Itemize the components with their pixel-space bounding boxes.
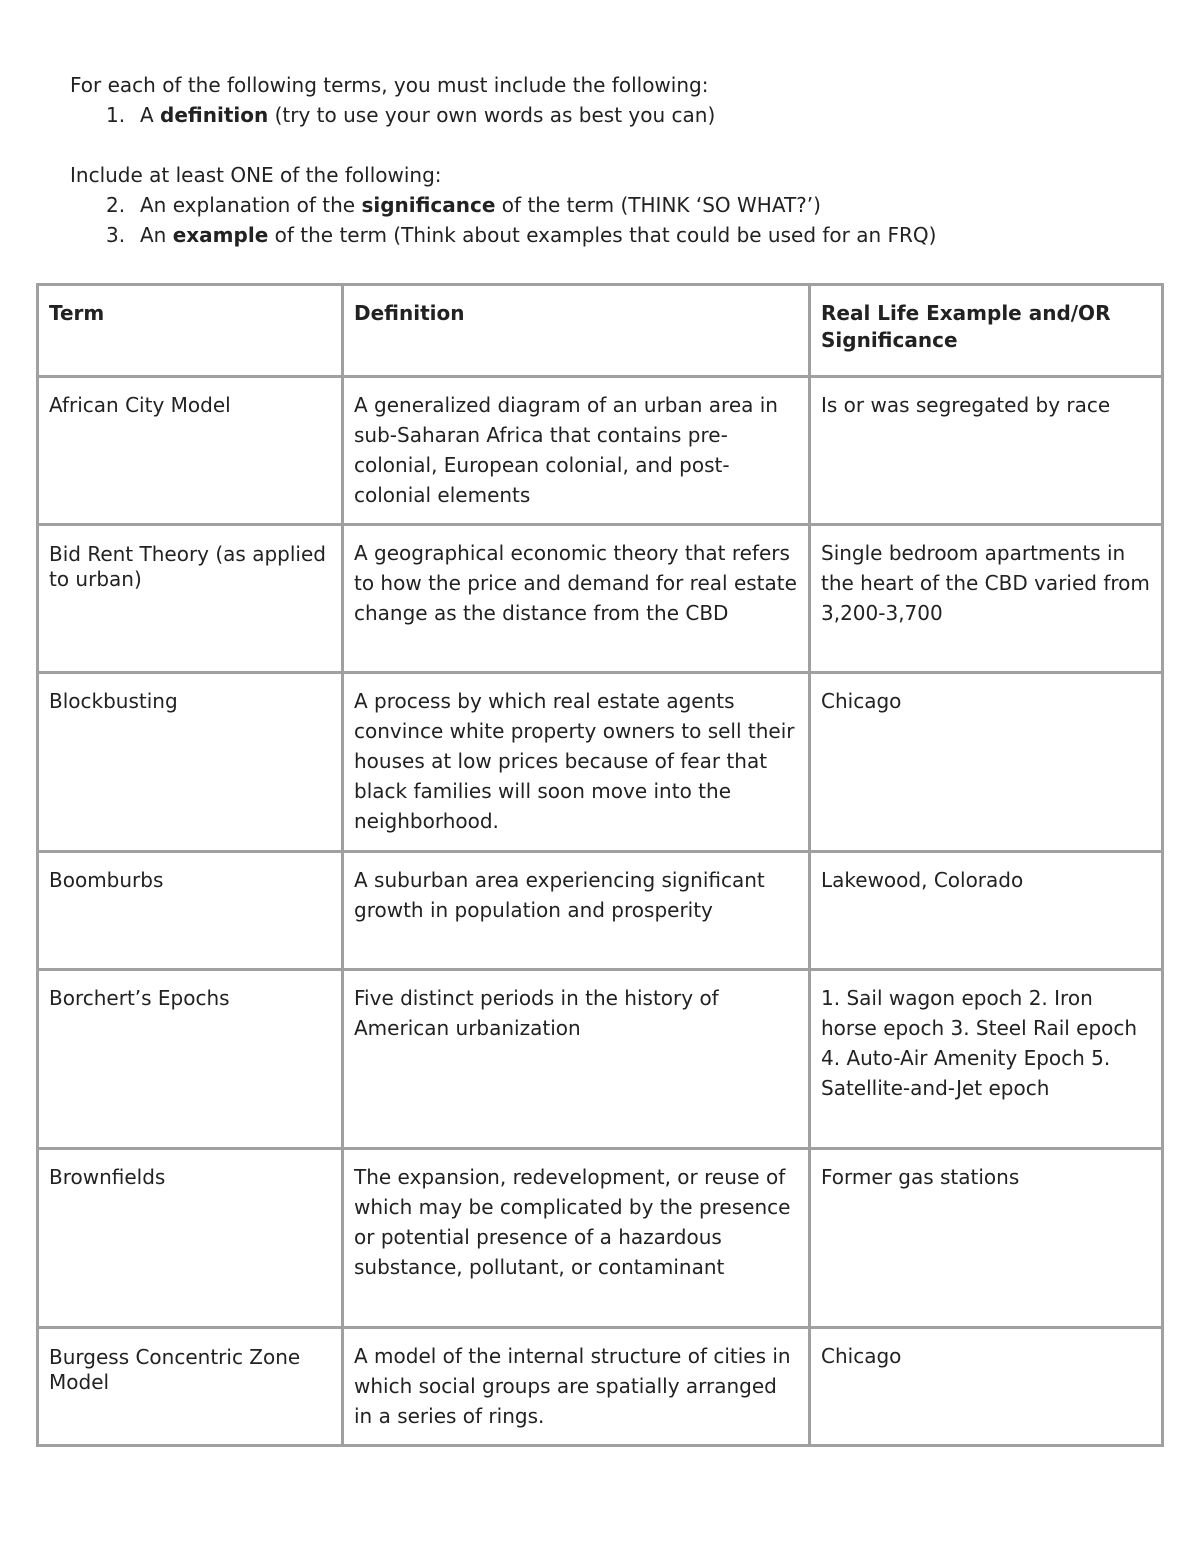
definition-cell: Five distinct periods in the history of American urbanization <box>343 970 810 1149</box>
instructions-line-2: Include at least ONE of the following: <box>70 163 442 187</box>
term-cell: Brownfields <box>38 1149 343 1328</box>
instruction-item-2 <box>106 190 1150 220</box>
term-cell: African City Model <box>38 377 343 525</box>
table-row <box>38 852 1163 970</box>
instruction-item-1 <box>106 100 1150 130</box>
table-row <box>38 673 1163 852</box>
table-row <box>38 377 1163 525</box>
table-row <box>38 970 1163 1149</box>
instructions-line-1: For each of the following terms, you must include the following: <box>70 73 709 97</box>
item-keyword: example <box>172 223 269 247</box>
term-cell: Blockbusting <box>38 673 343 852</box>
instruction-item-3 <box>106 220 1150 250</box>
item-text-pre: An <box>140 223 173 247</box>
example-cell: Chicago <box>810 673 1163 852</box>
example-cell: Single bedroom apartments in the heart of the CBD varied from 3,200-3,700 <box>810 525 1163 673</box>
header-term: Term <box>38 285 343 377</box>
item-keyword: definition <box>160 103 269 127</box>
terms-table <box>36 283 1164 1447</box>
item-text-pre: A <box>140 103 161 127</box>
term-cell: Bid Rent Theory (as applied to urban) <box>38 525 343 673</box>
header-example: Real Life Example and/OR Significance <box>810 285 1163 377</box>
example-cell: Chicago <box>810 1328 1163 1446</box>
instructions <box>70 70 1150 250</box>
item-text-pre: An explanation of the <box>140 193 362 217</box>
definition-cell: A suburban area experiencing significant growth in population and prosperity <box>343 852 810 970</box>
item-text-post: (try to use your own words as best you can) <box>268 103 716 127</box>
term-cell: Boomburbs <box>38 852 343 970</box>
example-cell: Former gas stations <box>810 1149 1163 1328</box>
definition-cell: The expansion, redevelopment, or reuse of which may be complicated by the presence or potential presence of a hazardous substance, pollutant, or contaminant <box>343 1149 810 1328</box>
term-cell: Burgess Concentric Zone Model <box>38 1328 343 1446</box>
item-number: 1. <box>106 103 126 127</box>
definition-cell: A model of the internal structure of cities in which social groups are spatially arranged in a series of rings. <box>343 1328 810 1446</box>
item-keyword: significance <box>361 193 496 217</box>
definition-cell: A geographical economic theory that refers to how the price and demand for real estate change as the distance from the CBD <box>343 525 810 673</box>
definition-cell: A generalized diagram of an urban area in sub-Saharan Africa that contains pre-colonial, European colonial, and post-colonial elements <box>343 377 810 525</box>
item-text-post: of the term (Think about examples that could be used for an FRQ) <box>268 223 937 247</box>
example-cell: Is or was segregated by race <box>810 377 1163 525</box>
header-definition: Definition <box>343 285 810 377</box>
term-cell: Borchert’s Epochs <box>38 970 343 1149</box>
table-row <box>38 1328 1163 1446</box>
example-cell: Lakewood, Colorado <box>810 852 1163 970</box>
item-text-post: of the term (THINK ‘SO WHAT?’) <box>495 193 821 217</box>
definition-cell: A process by which real estate agents convince white property owners to sell their houses at low prices because of fear that black families will soon move into the neighborhood. <box>343 673 810 852</box>
table-row <box>38 525 1163 673</box>
item-number: 3. <box>106 223 126 247</box>
example-cell: 1. Sail wagon epoch 2. Iron horse epoch 3. Steel Rail epoch 4. Auto-Air Amenity Epoch 5. Satellite-and-Jet epoch <box>810 970 1163 1149</box>
table-row <box>38 1149 1163 1328</box>
table-header-row <box>38 285 1163 377</box>
item-number: 2. <box>106 193 126 217</box>
